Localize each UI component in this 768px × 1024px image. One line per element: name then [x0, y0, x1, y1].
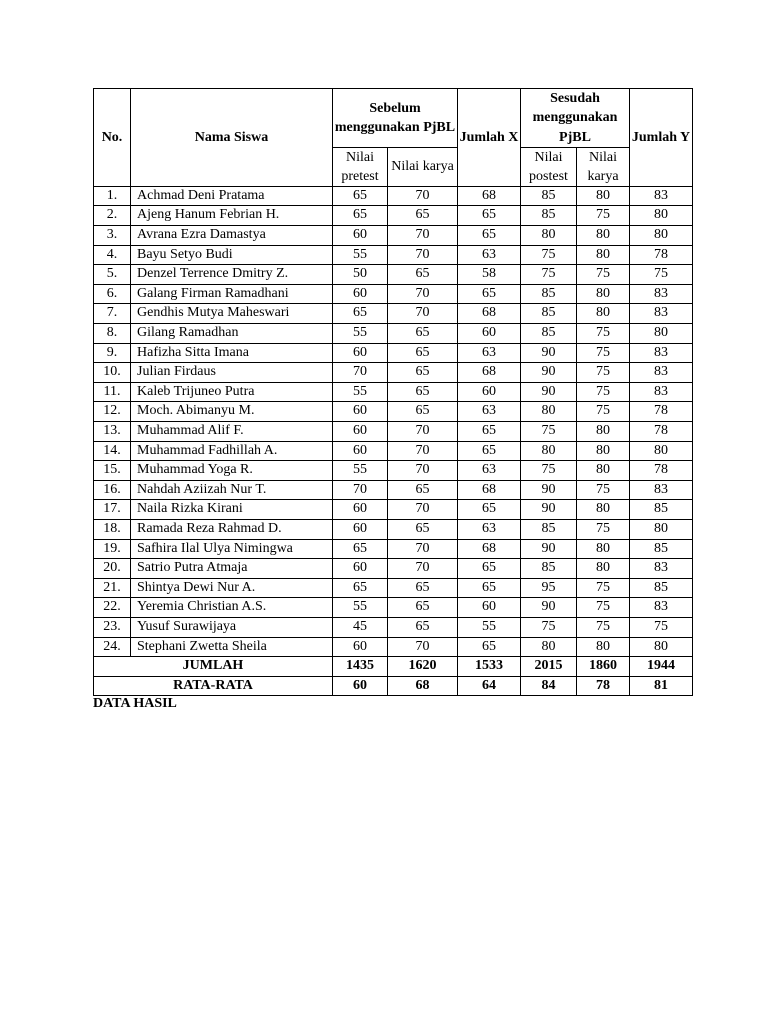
- header-sesudah: Sesudah menggunakan PjBL: [521, 89, 630, 148]
- table-row: [94, 500, 693, 520]
- jumlah-x: 65: [458, 578, 521, 598]
- jumlah-x: 68: [458, 539, 521, 559]
- row-number: 19.: [94, 539, 131, 559]
- row-number: 7.: [94, 304, 131, 324]
- nilai-karya-sebelum: 65: [388, 519, 458, 539]
- jumlah-y: 83: [630, 559, 693, 579]
- row-number: 3.: [94, 226, 131, 246]
- student-name: Shintya Dewi Nur A.: [131, 578, 333, 598]
- rata-rata-label: RATA-RATA: [94, 676, 333, 696]
- nilai-postest: 80: [521, 637, 577, 657]
- nilai-karya-sebelum: 65: [388, 617, 458, 637]
- table-row: [94, 324, 693, 344]
- row-number: 6.: [94, 284, 131, 304]
- row-number: 23.: [94, 617, 131, 637]
- nilai-pretest: 65: [333, 578, 388, 598]
- header-no: No.: [94, 89, 131, 187]
- student-name: Nahdah Aziizah Nur T.: [131, 480, 333, 500]
- nilai-karya-sesudah: 80: [577, 539, 630, 559]
- nilai-pretest: 55: [333, 461, 388, 481]
- jumlah-x: 68: [458, 186, 521, 206]
- student-name: Gilang Ramadhan: [131, 324, 333, 344]
- nilai-karya-sesudah: 80: [577, 461, 630, 481]
- rata-rata-row: [94, 676, 693, 696]
- jumlah-x: 60: [458, 324, 521, 344]
- header-nilai-pretest: Nilai pretest: [333, 147, 388, 186]
- table-row: [94, 519, 693, 539]
- table-row: [94, 539, 693, 559]
- jumlah-x: 63: [458, 461, 521, 481]
- table-row: [94, 304, 693, 324]
- student-name: Moch. Abimanyu M.: [131, 402, 333, 422]
- row-number: 14.: [94, 441, 131, 461]
- jumlah-x: 55: [458, 617, 521, 637]
- student-name: Julian Firdaus: [131, 363, 333, 383]
- nilai-pretest: 70: [333, 363, 388, 383]
- nilai-karya-sesudah: 75: [577, 480, 630, 500]
- nilai-karya-sesudah: 80: [577, 559, 630, 579]
- row-number: 22.: [94, 598, 131, 618]
- nilai-postest: 75: [521, 617, 577, 637]
- jumlah-x: 63: [458, 402, 521, 422]
- nilai-karya-sebelum: 65: [388, 206, 458, 226]
- jumlah-x: 65: [458, 637, 521, 657]
- nilai-karya-sebelum: 65: [388, 598, 458, 618]
- student-name: Satrio Putra Atmaja: [131, 559, 333, 579]
- nilai-karya-sebelum: 70: [388, 559, 458, 579]
- jumlah-x: 68: [458, 363, 521, 383]
- student-name: Naila Rizka Kirani: [131, 500, 333, 520]
- jumlah-x: 65: [458, 206, 521, 226]
- row-number: 2.: [94, 206, 131, 226]
- rata-karya-sebelum: 68: [388, 676, 458, 696]
- jumlah-y: 83: [630, 598, 693, 618]
- nilai-karya-sesudah: 75: [577, 343, 630, 363]
- nilai-postest: 85: [521, 206, 577, 226]
- nilai-karya-sebelum: 65: [388, 382, 458, 402]
- jumlah-label: JUMLAH: [94, 657, 333, 677]
- rata-pretest: 60: [333, 676, 388, 696]
- nilai-pretest: 60: [333, 343, 388, 363]
- header-nilai-postest: Nilai postest: [521, 147, 577, 186]
- student-name: Bayu Setyo Budi: [131, 245, 333, 265]
- jumlah-y: 78: [630, 245, 693, 265]
- jumlah-y: 85: [630, 578, 693, 598]
- nilai-postest: 75: [521, 245, 577, 265]
- row-number: 5.: [94, 265, 131, 285]
- nilai-postest: 90: [521, 539, 577, 559]
- nilai-pretest: 60: [333, 226, 388, 246]
- table-row: [94, 186, 693, 206]
- nilai-karya-sebelum: 65: [388, 343, 458, 363]
- table-row: [94, 480, 693, 500]
- nilai-karya-sesudah: 80: [577, 441, 630, 461]
- table-row: [94, 598, 693, 618]
- student-name: Ramada Reza Rahmad D.: [131, 519, 333, 539]
- table-row: [94, 265, 693, 285]
- nilai-karya-sesudah: 80: [577, 284, 630, 304]
- student-name: Stephani Zwetta Sheila: [131, 637, 333, 657]
- nilai-pretest: 65: [333, 304, 388, 324]
- nilai-pretest: 60: [333, 284, 388, 304]
- table-row: [94, 422, 693, 442]
- nilai-karya-sebelum: 65: [388, 324, 458, 344]
- nilai-karya-sesudah: 80: [577, 637, 630, 657]
- header-nama-siswa: Nama Siswa: [131, 89, 333, 187]
- student-name: Kaleb Trijuneo Putra: [131, 382, 333, 402]
- row-number: 18.: [94, 519, 131, 539]
- nilai-karya-sebelum: 65: [388, 363, 458, 383]
- table-row: [94, 559, 693, 579]
- nilai-karya-sebelum: 70: [388, 461, 458, 481]
- jumlah-x: 60: [458, 598, 521, 618]
- nilai-postest: 85: [521, 186, 577, 206]
- nilai-karya-sebelum: 65: [388, 578, 458, 598]
- jumlah-x: 63: [458, 519, 521, 539]
- jumlah-y: 80: [630, 637, 693, 657]
- nilai-karya-sesudah: 75: [577, 617, 630, 637]
- jumlah-x: 58: [458, 265, 521, 285]
- jumlah-karya-sebelum: 1620: [388, 657, 458, 677]
- nilai-postest: 80: [521, 441, 577, 461]
- rata-x: 64: [458, 676, 521, 696]
- rata-postest: 84: [521, 676, 577, 696]
- rata-karya-sesudah: 78: [577, 676, 630, 696]
- row-number: 11.: [94, 382, 131, 402]
- header-nilai-karya-sesudah: Nilai karya: [577, 147, 630, 186]
- nilai-pretest: 60: [333, 441, 388, 461]
- row-number: 12.: [94, 402, 131, 422]
- row-number: 17.: [94, 500, 131, 520]
- nilai-karya-sebelum: 70: [388, 500, 458, 520]
- student-name: Hafizha Sitta Imana: [131, 343, 333, 363]
- row-number: 10.: [94, 363, 131, 383]
- row-number: 8.: [94, 324, 131, 344]
- nilai-pretest: 55: [333, 245, 388, 265]
- header-sebelum: Sebelum menggunakan PjBL: [333, 89, 458, 148]
- row-number: 1.: [94, 186, 131, 206]
- nilai-karya-sesudah: 75: [577, 402, 630, 422]
- nilai-karya-sebelum: 70: [388, 637, 458, 657]
- nilai-karya-sesudah: 80: [577, 422, 630, 442]
- table-row: [94, 382, 693, 402]
- nilai-postest: 90: [521, 382, 577, 402]
- row-number: 16.: [94, 480, 131, 500]
- nilai-postest: 90: [521, 363, 577, 383]
- nilai-postest: 75: [521, 265, 577, 285]
- table-row: [94, 226, 693, 246]
- student-name: Safhira Ilal Ulya Nimingwa: [131, 539, 333, 559]
- nilai-karya-sesudah: 80: [577, 226, 630, 246]
- student-name: Yeremia Christian A.S.: [131, 598, 333, 618]
- jumlah-y: 80: [630, 441, 693, 461]
- row-number: 21.: [94, 578, 131, 598]
- nilai-karya-sesudah: 80: [577, 245, 630, 265]
- nilai-karya-sesudah: 75: [577, 519, 630, 539]
- jumlah-row: [94, 657, 693, 677]
- nilai-karya-sebelum: 70: [388, 441, 458, 461]
- jumlah-y: 78: [630, 461, 693, 481]
- nilai-karya-sebelum: 70: [388, 304, 458, 324]
- jumlah-postest: 2015: [521, 657, 577, 677]
- student-name: Muhammad Alif F.: [131, 422, 333, 442]
- nilai-pretest: 65: [333, 206, 388, 226]
- caption-data-hasil: DATA HASIL: [93, 696, 177, 711]
- nilai-postest: 90: [521, 500, 577, 520]
- nilai-karya-sebelum: 70: [388, 226, 458, 246]
- jumlah-x: 65: [458, 559, 521, 579]
- nilai-pretest: 55: [333, 324, 388, 344]
- nilai-postest: 90: [521, 480, 577, 500]
- nilai-karya-sesudah: 75: [577, 324, 630, 344]
- nilai-postest: 80: [521, 402, 577, 422]
- nilai-karya-sesudah: 75: [577, 598, 630, 618]
- results-table: [93, 88, 693, 696]
- nilai-pretest: 65: [333, 539, 388, 559]
- nilai-karya-sebelum: 70: [388, 284, 458, 304]
- table-row: [94, 245, 693, 265]
- nilai-postest: 85: [521, 519, 577, 539]
- nilai-karya-sebelum: 70: [388, 539, 458, 559]
- jumlah-y: 83: [630, 382, 693, 402]
- jumlah-x-total: 1533: [458, 657, 521, 677]
- jumlah-y: 75: [630, 617, 693, 637]
- jumlah-y-total: 1944: [630, 657, 693, 677]
- jumlah-x: 63: [458, 343, 521, 363]
- jumlah-x: 63: [458, 245, 521, 265]
- nilai-postest: 75: [521, 422, 577, 442]
- jumlah-y: 83: [630, 186, 693, 206]
- nilai-pretest: 60: [333, 422, 388, 442]
- nilai-postest: 85: [521, 304, 577, 324]
- jumlah-x: 65: [458, 422, 521, 442]
- jumlah-x: 65: [458, 284, 521, 304]
- student-name: Avrana Ezra Damastya: [131, 226, 333, 246]
- table-row: [94, 637, 693, 657]
- student-name: Ajeng Hanum Febrian H.: [131, 206, 333, 226]
- jumlah-x: 68: [458, 304, 521, 324]
- nilai-karya-sesudah: 75: [577, 363, 630, 383]
- nilai-karya-sesudah: 75: [577, 206, 630, 226]
- nilai-postest: 80: [521, 226, 577, 246]
- nilai-pretest: 50: [333, 265, 388, 285]
- jumlah-y: 85: [630, 500, 693, 520]
- nilai-pretest: 60: [333, 519, 388, 539]
- nilai-karya-sebelum: 65: [388, 265, 458, 285]
- jumlah-x: 60: [458, 382, 521, 402]
- nilai-pretest: 45: [333, 617, 388, 637]
- student-name: Gendhis Mutya Maheswari: [131, 304, 333, 324]
- nilai-karya-sesudah: 80: [577, 304, 630, 324]
- jumlah-y: 83: [630, 363, 693, 383]
- nilai-postest: 95: [521, 578, 577, 598]
- jumlah-y: 85: [630, 539, 693, 559]
- jumlah-y: 80: [630, 206, 693, 226]
- nilai-pretest: 55: [333, 382, 388, 402]
- jumlah-y: 80: [630, 519, 693, 539]
- nilai-pretest: 60: [333, 559, 388, 579]
- table-row: [94, 461, 693, 481]
- nilai-postest: 90: [521, 343, 577, 363]
- jumlah-y: 78: [630, 402, 693, 422]
- jumlah-y: 83: [630, 284, 693, 304]
- jumlah-x: 65: [458, 226, 521, 246]
- nilai-karya-sesudah: 75: [577, 265, 630, 285]
- jumlah-y: 75: [630, 265, 693, 285]
- jumlah-karya-sesudah: 1860: [577, 657, 630, 677]
- jumlah-y: 83: [630, 480, 693, 500]
- nilai-pretest: 60: [333, 500, 388, 520]
- row-number: 9.: [94, 343, 131, 363]
- jumlah-y: 80: [630, 324, 693, 344]
- nilai-karya-sebelum: 65: [388, 402, 458, 422]
- jumlah-y: 83: [630, 343, 693, 363]
- nilai-karya-sebelum: 70: [388, 422, 458, 442]
- nilai-postest: 85: [521, 559, 577, 579]
- nilai-karya-sebelum: 65: [388, 480, 458, 500]
- jumlah-y: 83: [630, 304, 693, 324]
- jumlah-pretest: 1435: [333, 657, 388, 677]
- table-row: [94, 284, 693, 304]
- nilai-karya-sesudah: 75: [577, 578, 630, 598]
- table-row: [94, 441, 693, 461]
- row-number: 20.: [94, 559, 131, 579]
- table-row: [94, 206, 693, 226]
- nilai-karya-sebelum: 70: [388, 186, 458, 206]
- nilai-pretest: 60: [333, 637, 388, 657]
- jumlah-y: 78: [630, 422, 693, 442]
- jumlah-x: 65: [458, 500, 521, 520]
- nilai-karya-sesudah: 75: [577, 382, 630, 402]
- header-jumlah-x: Jumlah X: [458, 89, 521, 187]
- row-number: 4.: [94, 245, 131, 265]
- student-name: Denzel Terrence Dmitry Z.: [131, 265, 333, 285]
- nilai-karya-sebelum: 70: [388, 245, 458, 265]
- student-name: Muhammad Yoga R.: [131, 461, 333, 481]
- nilai-pretest: 55: [333, 598, 388, 618]
- nilai-pretest: 70: [333, 480, 388, 500]
- header-nilai-karya-sebelum: Nilai karya: [388, 147, 458, 186]
- nilai-postest: 90: [521, 598, 577, 618]
- student-name: Galang Firman Ramadhani: [131, 284, 333, 304]
- jumlah-y: 80: [630, 226, 693, 246]
- header-jumlah-y: Jumlah Y: [630, 89, 693, 187]
- student-name: Achmad Deni Pratama: [131, 186, 333, 206]
- row-number: 13.: [94, 422, 131, 442]
- row-number: 15.: [94, 461, 131, 481]
- table-row: [94, 617, 693, 637]
- student-name: Yusuf Surawijaya: [131, 617, 333, 637]
- jumlah-x: 65: [458, 441, 521, 461]
- nilai-postest: 85: [521, 284, 577, 304]
- row-number: 24.: [94, 637, 131, 657]
- nilai-karya-sesudah: 80: [577, 186, 630, 206]
- table-row: [94, 402, 693, 422]
- jumlah-x: 68: [458, 480, 521, 500]
- table-row: [94, 578, 693, 598]
- nilai-postest: 75: [521, 461, 577, 481]
- student-name: Muhammad Fadhillah A.: [131, 441, 333, 461]
- table-row: [94, 363, 693, 383]
- nilai-postest: 85: [521, 324, 577, 344]
- rata-y: 81: [630, 676, 693, 696]
- table-row: [94, 343, 693, 363]
- nilai-pretest: 65: [333, 186, 388, 206]
- nilai-karya-sesudah: 80: [577, 500, 630, 520]
- nilai-pretest: 60: [333, 402, 388, 422]
